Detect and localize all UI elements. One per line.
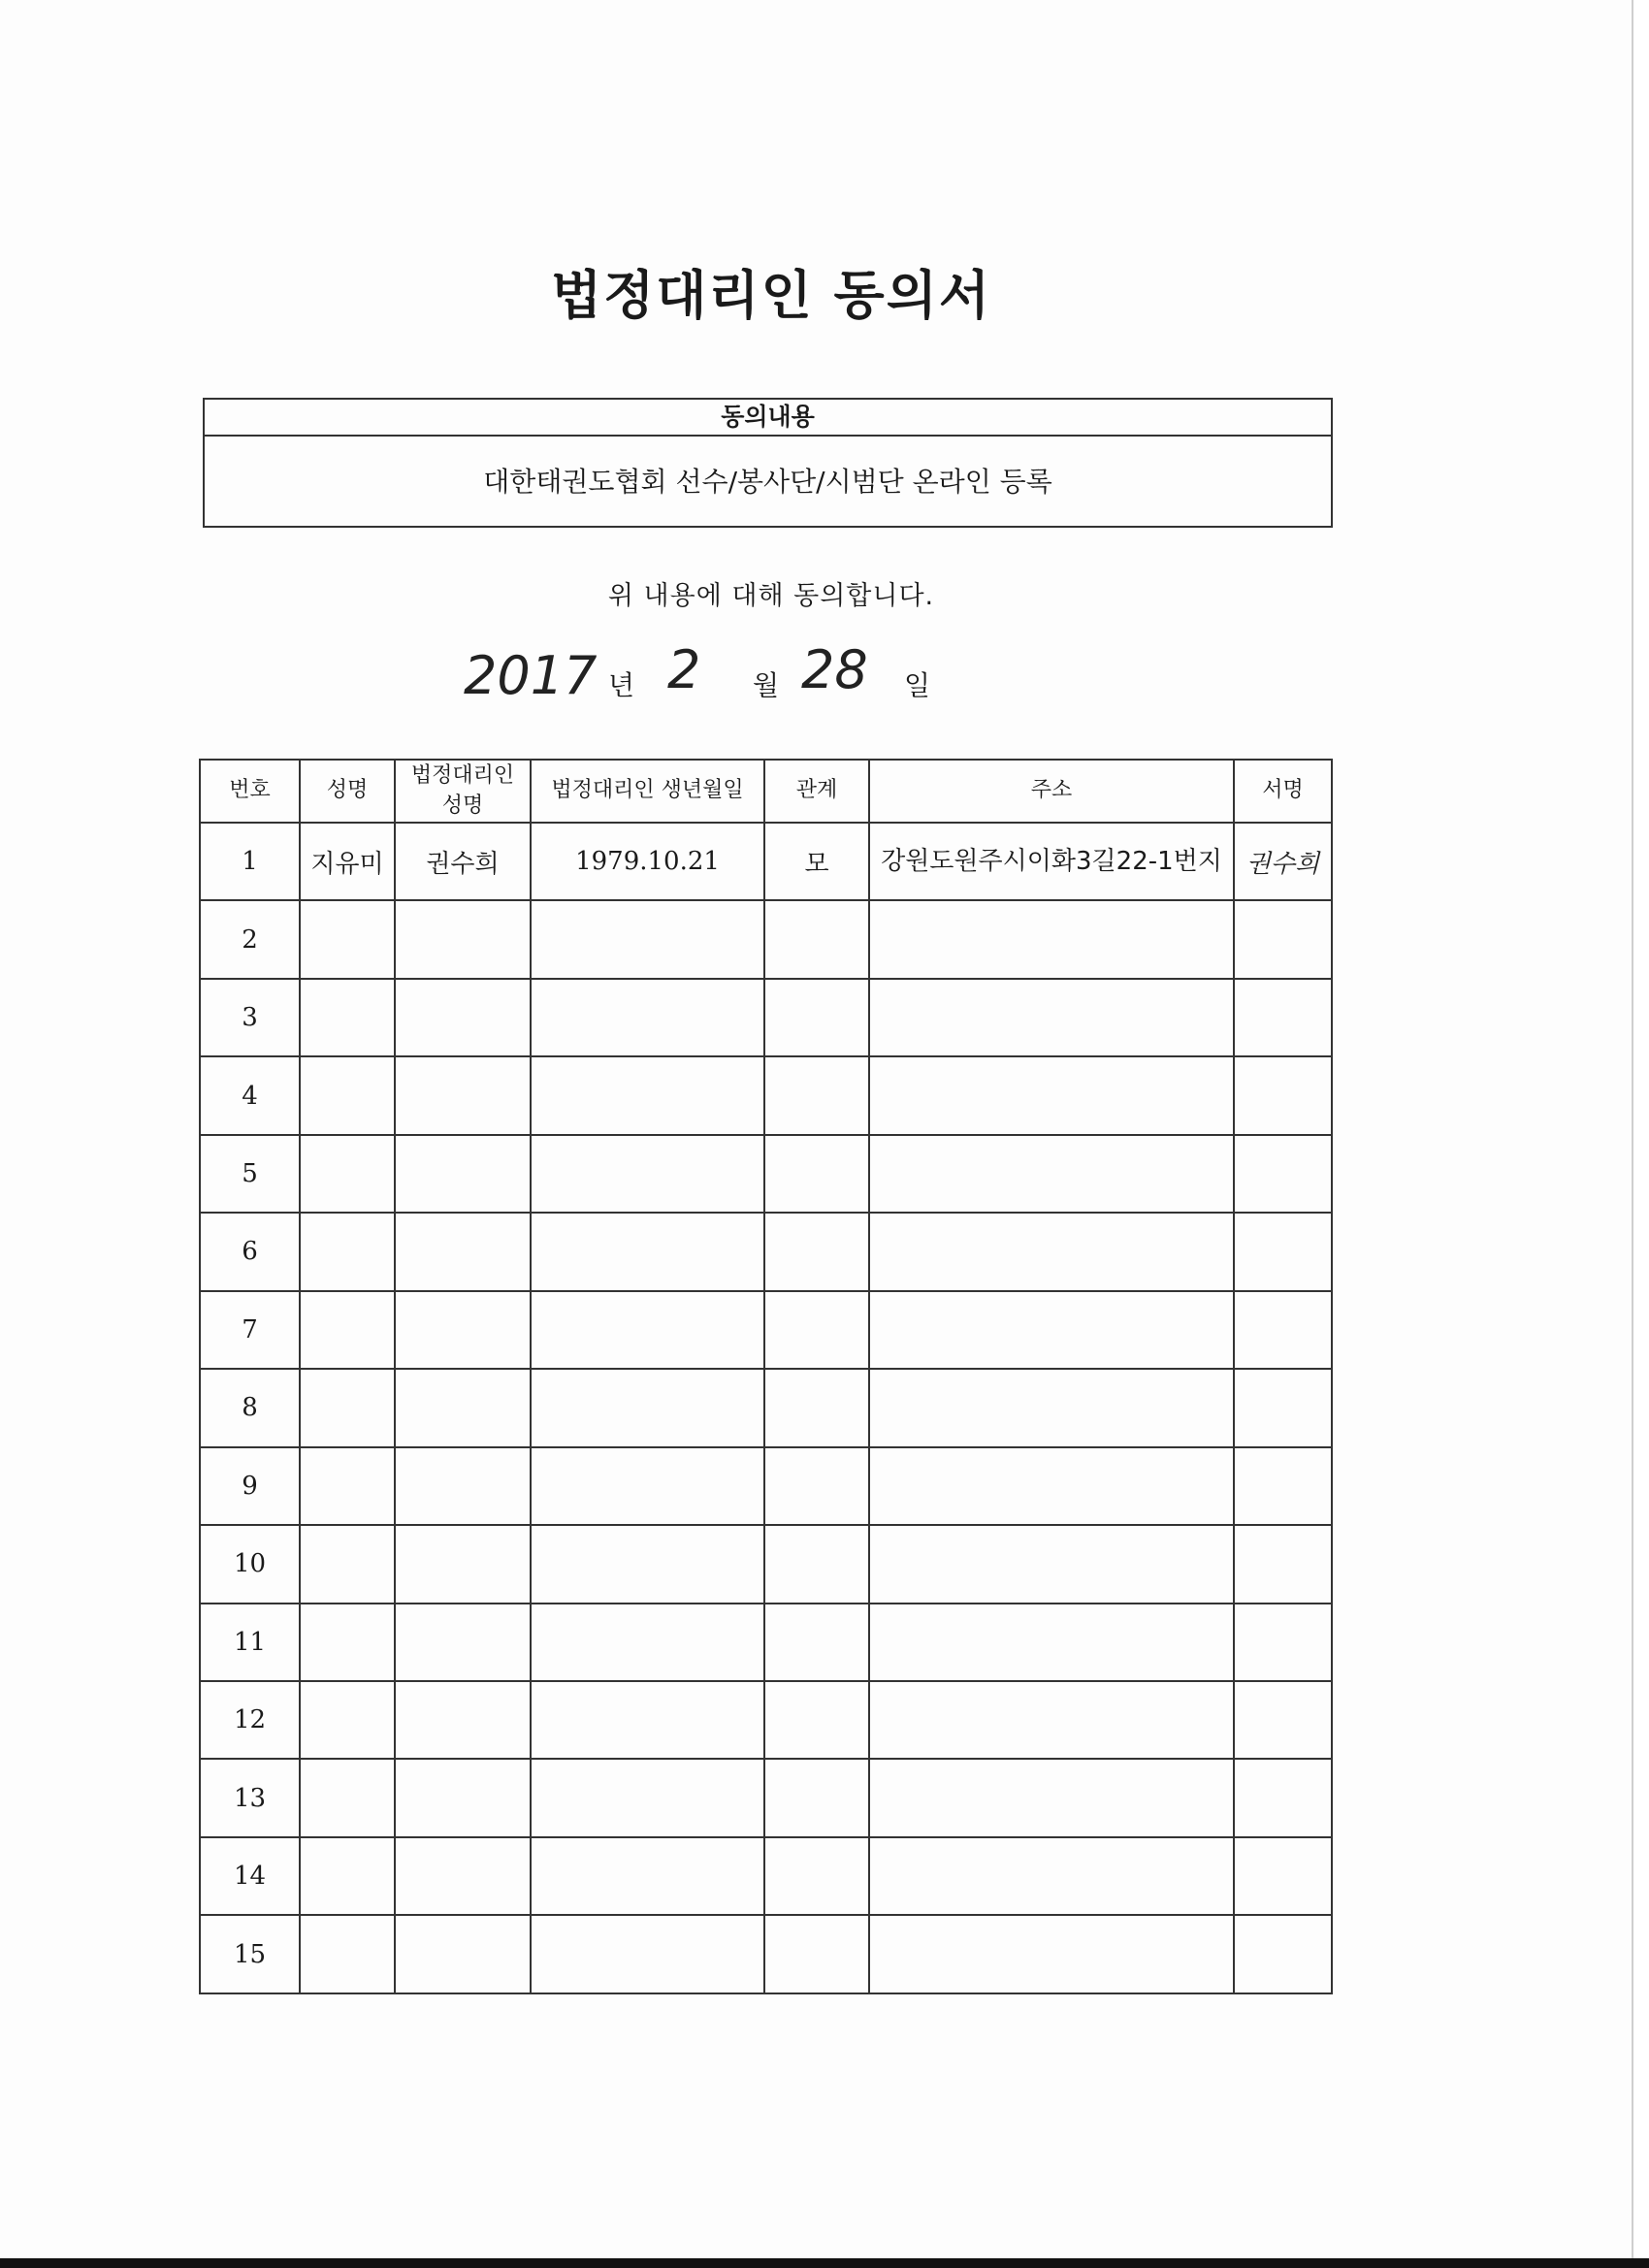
row-relation <box>764 1369 869 1446</box>
header-guardian-name: 법정대리인 성명 <box>395 760 531 823</box>
row-number: 8 <box>200 1369 300 1446</box>
row-number: 2 <box>200 900 300 978</box>
row-number: 10 <box>200 1525 300 1603</box>
row-guardian-name <box>395 1291 531 1369</box>
consent-box <box>203 398 1333 528</box>
page-edge-right <box>1632 0 1649 2268</box>
row-signature <box>1234 1915 1332 1993</box>
row-signature <box>1234 1291 1332 1369</box>
table-row <box>200 1291 1332 1369</box>
row-name <box>300 1447 395 1525</box>
date-day-handwritten: 28 <box>801 639 868 700</box>
row-guardian-name <box>395 1604 531 1681</box>
row-signature <box>1234 1759 1332 1836</box>
row-address <box>869 979 1234 1056</box>
row-guardian-birth <box>531 1915 764 1993</box>
table-row <box>200 1213 1332 1290</box>
row-relation <box>764 1525 869 1603</box>
row-guardian-birth <box>531 1291 764 1369</box>
date-day-label: 일 <box>904 669 931 701</box>
row-address <box>869 1447 1234 1525</box>
table-row <box>200 1369 1332 1446</box>
row-relation <box>764 1604 869 1681</box>
row-address: 강원도원주시이화3길22-1번지 <box>869 823 1234 900</box>
document-title: 법정대리인 동의서 <box>550 265 992 326</box>
table-header-row <box>200 760 1332 823</box>
date-line <box>0 639 1649 713</box>
row-guardian-name <box>395 1525 531 1603</box>
row-number: 12 <box>200 1681 300 1759</box>
row-relation <box>764 1291 869 1369</box>
row-address <box>869 1525 1234 1603</box>
row-address <box>869 900 1234 978</box>
row-relation <box>764 1447 869 1525</box>
row-guardian-name: 권수희 <box>395 823 531 900</box>
row-number: 7 <box>200 1291 300 1369</box>
row-guardian-birth <box>531 1447 764 1525</box>
row-name <box>300 1915 395 1993</box>
row-guardian-birth <box>531 1135 764 1213</box>
row-relation <box>764 1135 869 1213</box>
row-number: 6 <box>200 1213 300 1290</box>
row-name <box>300 1291 395 1369</box>
table-row <box>200 979 1332 1056</box>
row-signature <box>1234 1447 1332 1525</box>
row-relation <box>764 979 869 1056</box>
row-signature <box>1234 1213 1332 1290</box>
row-relation <box>764 1759 869 1836</box>
row-guardian-birth <box>531 979 764 1056</box>
row-name <box>300 1369 395 1446</box>
row-signature <box>1234 979 1332 1056</box>
header-guardian-birth: 법정대리인 생년월일 <box>531 760 764 823</box>
row-guardian-birth <box>531 900 764 978</box>
row-name <box>300 1759 395 1836</box>
row-name: 지유미 <box>300 823 395 900</box>
table-row <box>200 1604 1332 1681</box>
row-guardian-birth: 1979.10.21 <box>531 823 764 900</box>
row-number: 3 <box>200 979 300 1056</box>
row-address <box>869 1213 1234 1290</box>
header-relation: 관계 <box>764 760 869 823</box>
row-number: 1 <box>200 823 300 900</box>
date-year-handwritten: 2017 <box>464 645 598 706</box>
row-number: 11 <box>200 1604 300 1681</box>
row-number: 15 <box>200 1915 300 1993</box>
table-row <box>200 823 1332 900</box>
date-month-handwritten: 2 <box>667 639 701 700</box>
row-address <box>869 1369 1234 1446</box>
header-signature: 서명 <box>1234 760 1332 823</box>
row-name <box>300 1135 395 1213</box>
row-guardian-name <box>395 1369 531 1446</box>
row-signature <box>1234 1369 1332 1446</box>
row-relation: 모 <box>764 823 869 900</box>
row-guardian-name <box>395 979 531 1056</box>
header-name: 성명 <box>300 760 395 823</box>
row-relation <box>764 1681 869 1759</box>
table-row <box>200 1759 1332 1836</box>
row-guardian-birth <box>531 1759 764 1836</box>
row-guardian-name <box>395 1915 531 1993</box>
table-row <box>200 900 1332 978</box>
header-number: 번호 <box>200 760 300 823</box>
row-number: 5 <box>200 1135 300 1213</box>
row-signature-handwritten: 권수희 <box>1234 823 1332 900</box>
row-number: 9 <box>200 1447 300 1525</box>
row-name <box>300 1681 395 1759</box>
row-number: 4 <box>200 1056 300 1134</box>
table-row <box>200 1837 1332 1915</box>
row-guardian-name <box>395 1213 531 1290</box>
row-name <box>300 1213 395 1290</box>
row-address <box>869 1056 1234 1134</box>
consent-header: 동의내용 <box>205 400 1331 437</box>
row-relation <box>764 1056 869 1134</box>
row-address <box>869 1759 1234 1836</box>
row-number: 14 <box>200 1837 300 1915</box>
row-guardian-birth <box>531 1604 764 1681</box>
row-guardian-birth <box>531 1681 764 1759</box>
row-guardian-birth <box>531 1369 764 1446</box>
table-row <box>200 1681 1332 1759</box>
row-guardian-name <box>395 900 531 978</box>
row-relation <box>764 1837 869 1915</box>
row-guardian-name <box>395 1447 531 1525</box>
guardian-table <box>199 759 1333 1994</box>
row-address <box>869 1291 1234 1369</box>
row-signature <box>1234 1837 1332 1915</box>
row-signature <box>1234 1525 1332 1603</box>
row-name <box>300 1525 395 1603</box>
row-address <box>869 1681 1234 1759</box>
row-guardian-birth <box>531 1213 764 1290</box>
row-guardian-birth <box>531 1056 764 1134</box>
row-signature <box>1234 1681 1332 1759</box>
row-name <box>300 1604 395 1681</box>
row-name <box>300 1056 395 1134</box>
agreement-statement: 위 내용에 대해 동의합니다. <box>607 581 935 611</box>
row-guardian-name <box>395 1135 531 1213</box>
row-address <box>869 1837 1234 1915</box>
date-year-label: 년 <box>608 669 635 701</box>
table-row <box>200 1056 1332 1134</box>
header-address: 주소 <box>869 760 1234 823</box>
row-signature <box>1234 1056 1332 1134</box>
table-row <box>200 1447 1332 1525</box>
row-address <box>869 1915 1234 1993</box>
consent-body: 대한태권도협회 선수/봉사단/시범단 온라인 등록 <box>483 466 1052 498</box>
table-row <box>200 1135 1332 1213</box>
table-row <box>200 1915 1332 1993</box>
date-month-label: 월 <box>753 669 780 701</box>
table-row <box>200 1525 1332 1603</box>
row-relation <box>764 1213 869 1290</box>
row-guardian-name <box>395 1837 531 1915</box>
page-edge-bottom <box>0 2258 1649 2268</box>
row-number: 13 <box>200 1759 300 1836</box>
row-name <box>300 1837 395 1915</box>
row-relation <box>764 1915 869 1993</box>
row-signature <box>1234 1135 1332 1213</box>
row-relation <box>764 900 869 978</box>
row-address <box>869 1604 1234 1681</box>
row-name <box>300 979 395 1056</box>
row-signature <box>1234 1604 1332 1681</box>
row-guardian-birth <box>531 1525 764 1603</box>
row-guardian-name <box>395 1681 531 1759</box>
row-name <box>300 900 395 978</box>
row-address <box>869 1135 1234 1213</box>
row-guardian-name <box>395 1056 531 1134</box>
row-signature <box>1234 900 1332 978</box>
row-guardian-name <box>395 1759 531 1836</box>
row-guardian-birth <box>531 1837 764 1915</box>
